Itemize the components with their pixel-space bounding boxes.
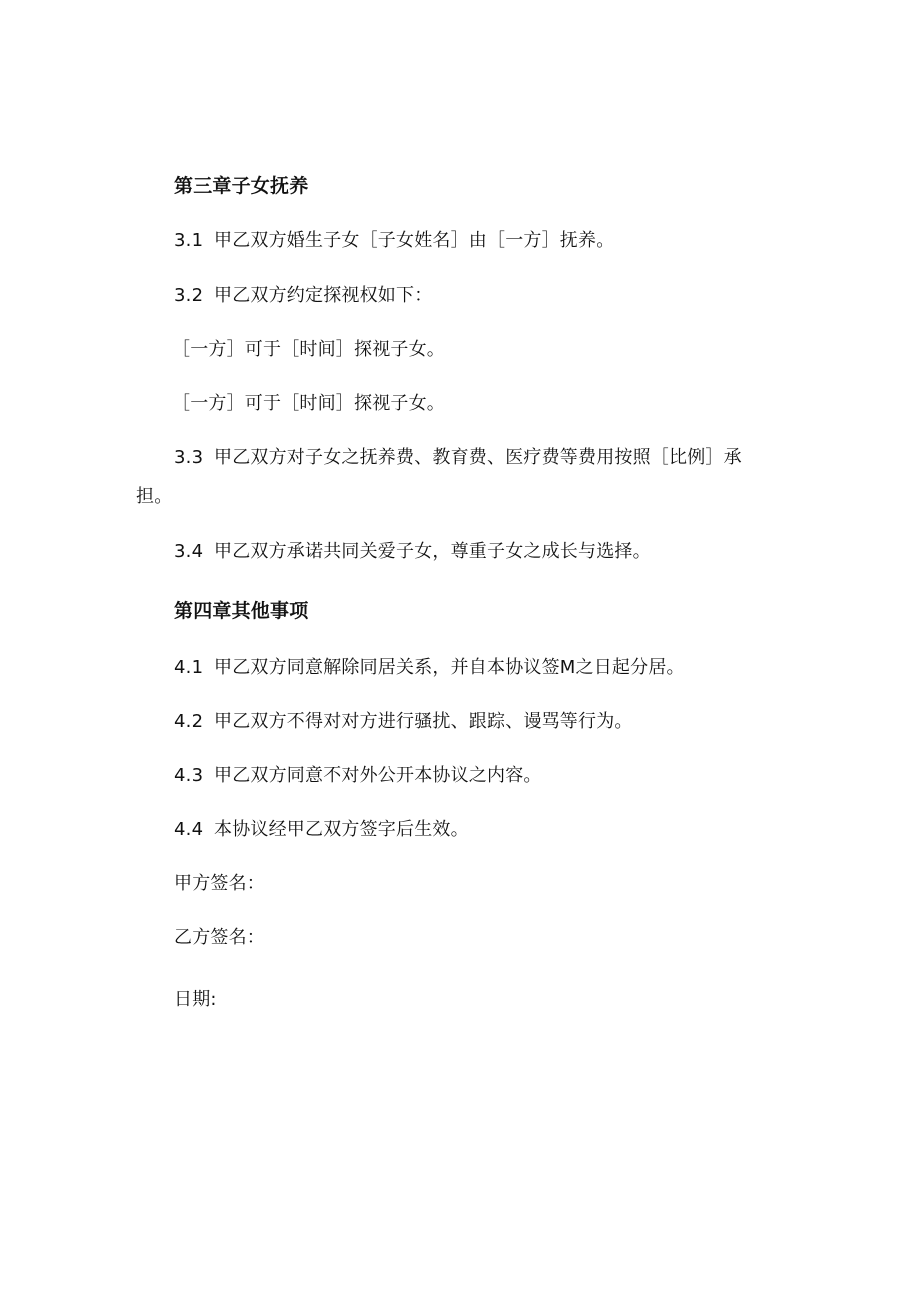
chapter-4-title: 第四章其他事项: [174, 600, 309, 622]
clause-number: 4.3: [174, 765, 204, 786]
clause-3-1: [174, 230, 614, 252]
party-a-signature-label: 甲方签名：: [174, 873, 265, 894]
visitation-line-2: [172, 393, 445, 415]
clause-text: 本协议经甲乙双方签字后生效。: [214, 819, 469, 840]
clause-number: 4.2: [174, 711, 204, 732]
clause-text: 甲乙双方不得对对方进行骚扰、跟踪、谩骂等行为。: [214, 711, 633, 732]
clause-text: ［一方］可于［时间］探视子女。: [172, 393, 445, 414]
clause-number: 3.1: [174, 230, 204, 251]
clause-text: 甲乙双方同意解除同居关系，并自本协议签M之日起分居。: [214, 657, 685, 678]
visitation-line-1: [172, 339, 445, 361]
clause-text: 甲乙双方对子女之抚养费、教育费、医疗费等费用按照［比例］承: [214, 447, 742, 468]
clause-text: ［一方］可于［时间］探视子女。: [172, 339, 445, 360]
clause-3-2: [174, 285, 432, 307]
clause-number: 3.2: [174, 285, 204, 306]
clause-number: 4.4: [174, 819, 204, 840]
clause-3-3-continuation: [136, 486, 172, 508]
clause-4-2: [174, 711, 633, 733]
clause-4-1: [174, 657, 685, 679]
clause-text: 甲乙双方同意不对外公开本协议之内容。: [214, 765, 542, 786]
clause-number: 3.3: [174, 447, 204, 468]
clause-3-3: [174, 447, 742, 469]
clause-number: 4.1: [174, 657, 204, 678]
clause-3-4: [174, 541, 651, 563]
party-b-signature-label: 乙方签名：: [174, 927, 265, 948]
clause-text-continuation: 担。: [136, 486, 173, 507]
chapter-3-title: 第三章子女抚养: [174, 175, 309, 197]
clause-text: 甲乙双方承诺共同关爱子女，尊重子女之成长与选择。: [214, 541, 651, 562]
date-label: 日期:: [174, 989, 217, 1010]
clause-number: 3.4: [174, 541, 204, 562]
clause-text: 甲乙双方约定探视权如下：: [214, 285, 433, 306]
clause-text: 甲乙双方婚生子女［子女姓名］由［一方］抚养。: [214, 230, 615, 251]
clause-4-4: [174, 819, 469, 841]
clause-4-3: [174, 765, 542, 787]
